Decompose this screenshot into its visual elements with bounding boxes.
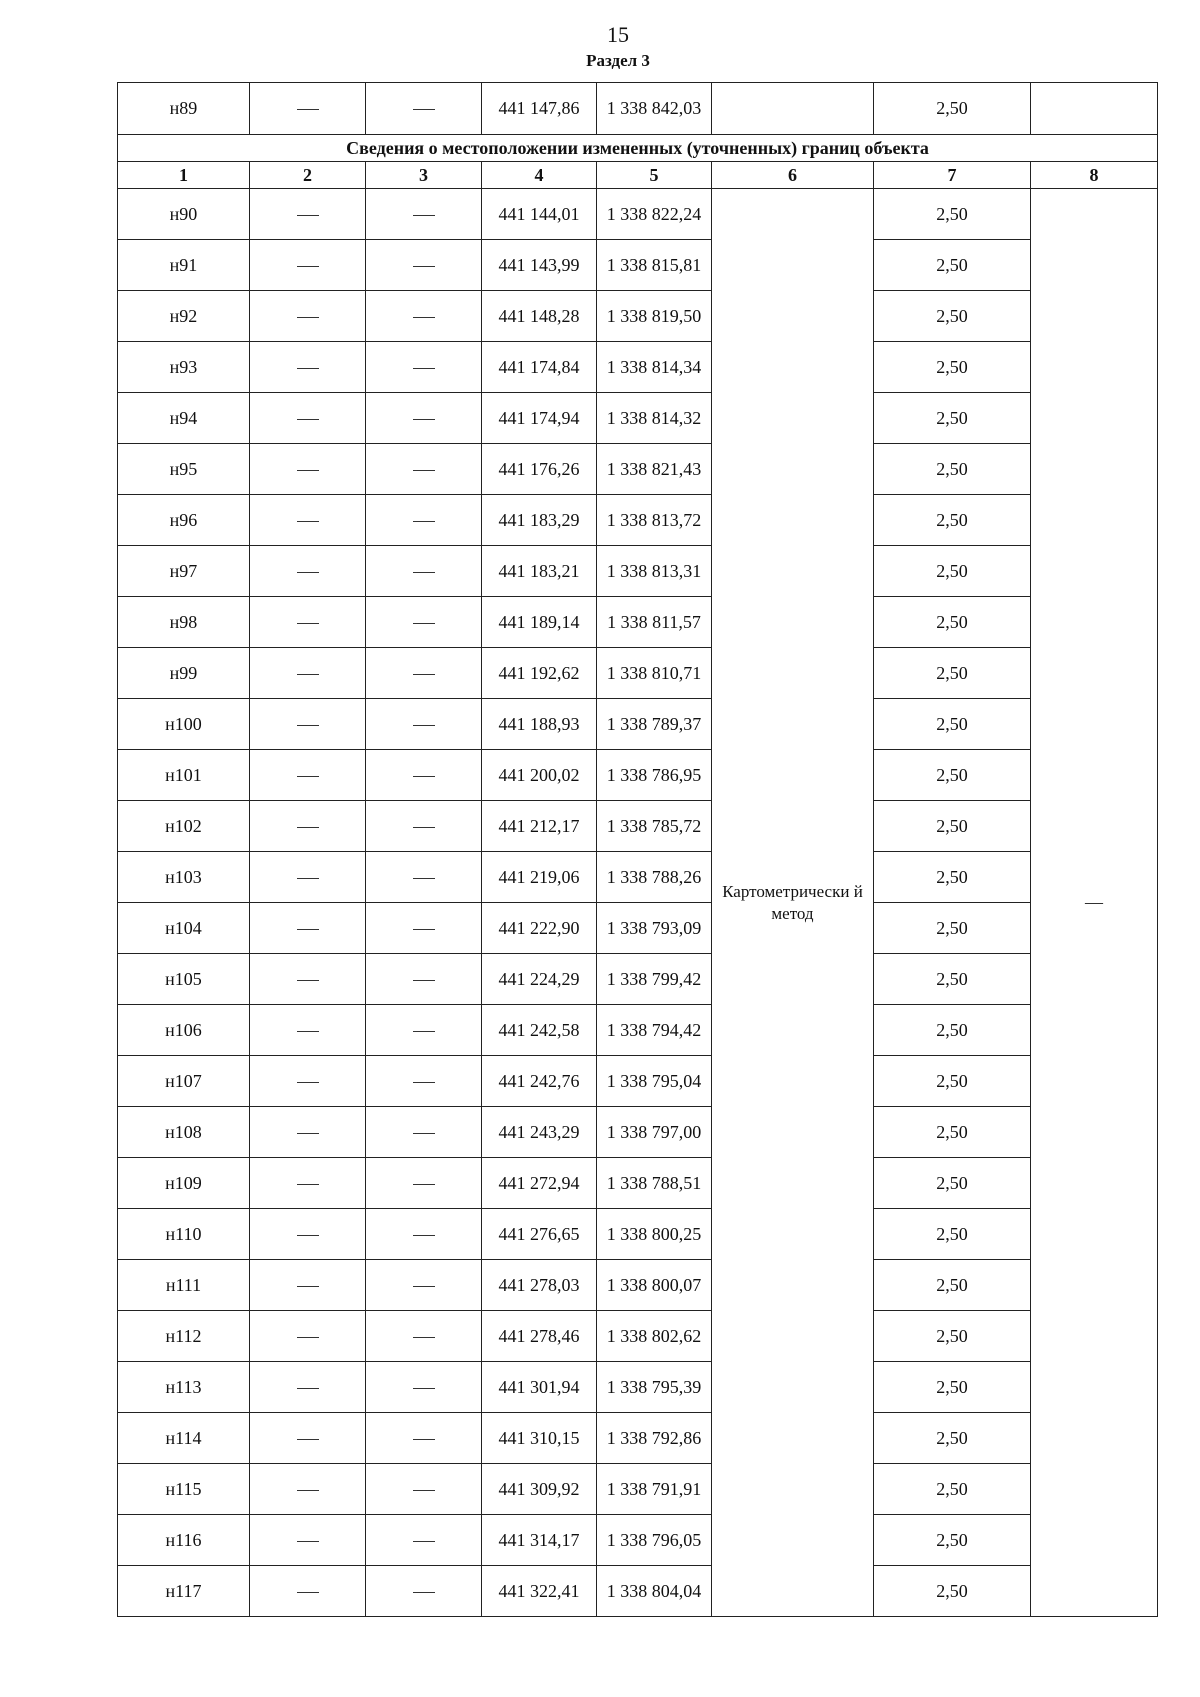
accuracy-cell: 2,50 xyxy=(874,1362,1031,1413)
y-coordinate-cell: 1 338 786,95 xyxy=(597,750,712,801)
x-coordinate-cell: 441 144,01 xyxy=(482,189,597,240)
accuracy-cell: 2,50 xyxy=(874,801,1031,852)
y-coordinate-cell: 1 338 815,81 xyxy=(597,240,712,291)
dash-mark xyxy=(413,776,435,777)
table-row xyxy=(118,801,1158,852)
x-coordinate-cell: 441 242,58 xyxy=(482,1005,597,1056)
table-row xyxy=(118,903,1158,954)
dash-mark xyxy=(297,725,319,726)
x-coordinate-cell: 441 301,94 xyxy=(482,1362,597,1413)
table-row xyxy=(118,189,1158,240)
column-number-2: 2 xyxy=(250,162,366,189)
table-row xyxy=(118,597,1158,648)
section-title: Раздел 3 xyxy=(586,51,650,70)
dash-mark xyxy=(297,1133,319,1134)
dash-cell xyxy=(250,597,366,648)
table-row xyxy=(118,1566,1158,1617)
point-cell: н91 xyxy=(118,240,250,291)
y-coordinate-cell: 1 338 842,03 xyxy=(597,83,712,135)
column-number-row xyxy=(118,162,1158,189)
dash-mark xyxy=(297,1184,319,1185)
dash-mark xyxy=(297,109,319,110)
dash-cell xyxy=(250,495,366,546)
dash-mark xyxy=(297,1082,319,1083)
table-row xyxy=(118,750,1158,801)
dash-mark xyxy=(413,215,435,216)
dash-mark xyxy=(413,266,435,267)
dash-mark xyxy=(297,623,319,624)
dash-mark xyxy=(297,215,319,216)
dash-cell xyxy=(250,1107,366,1158)
dash-mark xyxy=(297,419,319,420)
y-coordinate-cell: 1 338 789,37 xyxy=(597,699,712,750)
dash-cell xyxy=(366,1413,482,1464)
point-cell: н111 xyxy=(118,1260,250,1311)
accuracy-cell: 2,50 xyxy=(874,1005,1031,1056)
dash-cell xyxy=(366,444,482,495)
x-coordinate-cell: 441 189,14 xyxy=(482,597,597,648)
y-coordinate-cell: 1 338 794,42 xyxy=(597,1005,712,1056)
dash-mark xyxy=(413,1541,435,1542)
column-number-6: 6 xyxy=(712,162,874,189)
dash-cell xyxy=(250,1515,366,1566)
point-cell: н98 xyxy=(118,597,250,648)
dash-mark xyxy=(413,109,435,110)
x-coordinate-cell: 441 322,41 xyxy=(482,1566,597,1617)
dash-mark xyxy=(413,1388,435,1389)
x-coordinate-cell: 441 174,84 xyxy=(482,342,597,393)
y-coordinate-cell: 1 338 822,24 xyxy=(597,189,712,240)
x-coordinate-cell: 441 278,46 xyxy=(482,1311,597,1362)
point-cell: н116 xyxy=(118,1515,250,1566)
dash-cell xyxy=(250,1464,366,1515)
point-cell: н106 xyxy=(118,1005,250,1056)
accuracy-cell: 2,50 xyxy=(874,852,1031,903)
boundary-table xyxy=(117,134,1158,1617)
dash-cell xyxy=(250,1311,366,1362)
table-row xyxy=(118,444,1158,495)
dash-cell xyxy=(366,699,482,750)
y-coordinate-cell: 1 338 813,72 xyxy=(597,495,712,546)
accuracy-cell: 2,50 xyxy=(874,1464,1031,1515)
dash-mark xyxy=(413,1592,435,1593)
dash-mark xyxy=(297,266,319,267)
dash-cell xyxy=(250,801,366,852)
description-cell: — xyxy=(1031,189,1158,1617)
x-coordinate-cell: 441 174,94 xyxy=(482,393,597,444)
table-row xyxy=(118,1107,1158,1158)
dash-mark xyxy=(297,1388,319,1389)
point-cell: н92 xyxy=(118,291,250,342)
x-coordinate-cell: 441 222,90 xyxy=(482,903,597,954)
table-row xyxy=(118,240,1158,291)
dash-mark xyxy=(413,521,435,522)
table-row xyxy=(118,1209,1158,1260)
dash-mark xyxy=(413,470,435,471)
method-cell: Картометрически й метод xyxy=(712,189,874,1617)
accuracy-cell: 2,50 xyxy=(874,1107,1031,1158)
accuracy-cell: 2,50 xyxy=(874,750,1031,801)
x-coordinate-cell: 441 310,15 xyxy=(482,1413,597,1464)
x-coordinate-cell: 441 200,02 xyxy=(482,750,597,801)
dash-cell xyxy=(366,240,482,291)
dash-mark xyxy=(413,1286,435,1287)
dash-mark xyxy=(297,1235,319,1236)
y-coordinate-cell: 1 338 800,07 xyxy=(597,1260,712,1311)
dash-cell xyxy=(366,291,482,342)
dash-mark xyxy=(297,1592,319,1593)
dash-cell xyxy=(366,83,482,135)
y-coordinate-cell: 1 338 795,39 xyxy=(597,1362,712,1413)
x-coordinate-cell: 441 183,29 xyxy=(482,495,597,546)
accuracy-cell: 2,50 xyxy=(874,342,1031,393)
dash-mark xyxy=(297,317,319,318)
point-cell: н110 xyxy=(118,1209,250,1260)
x-coordinate-cell: 441 278,03 xyxy=(482,1260,597,1311)
y-coordinate-cell: 1 338 814,34 xyxy=(597,342,712,393)
dash-mark xyxy=(413,623,435,624)
table-row xyxy=(118,1311,1158,1362)
y-coordinate-cell: 1 338 796,05 xyxy=(597,1515,712,1566)
accuracy-cell: 2,50 xyxy=(874,1515,1031,1566)
dash-mark xyxy=(413,1031,435,1032)
point-cell: н99 xyxy=(118,648,250,699)
table-row xyxy=(118,1413,1158,1464)
point-cell: н103 xyxy=(118,852,250,903)
y-coordinate-cell: 1 338 814,32 xyxy=(597,393,712,444)
dash-cell xyxy=(366,546,482,597)
y-coordinate-cell: 1 338 791,91 xyxy=(597,1464,712,1515)
dash-mark xyxy=(297,878,319,879)
point-cell: н90 xyxy=(118,189,250,240)
dash-cell xyxy=(250,852,366,903)
table-row xyxy=(118,291,1158,342)
table-row xyxy=(118,393,1158,444)
accuracy-cell: 2,50 xyxy=(874,699,1031,750)
accuracy-cell: 2,50 xyxy=(874,597,1031,648)
x-coordinate-cell: 441 147,86 xyxy=(482,83,597,135)
table-row xyxy=(118,1515,1158,1566)
dash-mark xyxy=(297,1031,319,1032)
dash-cell xyxy=(366,903,482,954)
dash-cell xyxy=(366,1566,482,1617)
table-row xyxy=(118,1056,1158,1107)
point-cell: н94 xyxy=(118,393,250,444)
y-coordinate-cell: 1 338 799,42 xyxy=(597,954,712,1005)
column-number-3: 3 xyxy=(366,162,482,189)
dash-cell xyxy=(250,393,366,444)
point-cell: н101 xyxy=(118,750,250,801)
x-coordinate-cell: 441 224,29 xyxy=(482,954,597,1005)
dash-mark xyxy=(413,827,435,828)
dash-cell xyxy=(250,83,366,135)
dash-cell xyxy=(366,1005,482,1056)
table-row xyxy=(118,1158,1158,1209)
dash-cell xyxy=(366,1260,482,1311)
point-cell: н113 xyxy=(118,1362,250,1413)
column-number-1: 1 xyxy=(118,162,250,189)
point-cell: н108 xyxy=(118,1107,250,1158)
dash-mark xyxy=(297,470,319,471)
dash-cell xyxy=(366,1311,482,1362)
x-coordinate-cell: 441 148,28 xyxy=(482,291,597,342)
point-cell: н117 xyxy=(118,1566,250,1617)
dash-mark xyxy=(413,674,435,675)
point-cell: н97 xyxy=(118,546,250,597)
accuracy-cell: 2,50 xyxy=(874,1056,1031,1107)
dash-cell xyxy=(250,189,366,240)
accuracy-cell: 2,50 xyxy=(874,1209,1031,1260)
dash-mark xyxy=(413,1133,435,1134)
point-cell: н107 xyxy=(118,1056,250,1107)
x-coordinate-cell: 441 212,17 xyxy=(482,801,597,852)
dash-cell xyxy=(366,954,482,1005)
table-row xyxy=(118,495,1158,546)
dash-cell xyxy=(366,750,482,801)
accuracy-cell: 2,50 xyxy=(874,83,1031,135)
dash-mark xyxy=(297,929,319,930)
table-row xyxy=(118,546,1158,597)
accuracy-cell: 2,50 xyxy=(874,1413,1031,1464)
dash-cell xyxy=(250,1566,366,1617)
x-coordinate-cell: 441 176,26 xyxy=(482,444,597,495)
dash-mark xyxy=(297,1541,319,1542)
dash-mark xyxy=(413,980,435,981)
dash-mark xyxy=(297,1439,319,1440)
dash-mark xyxy=(413,1337,435,1338)
accuracy-cell: 2,50 xyxy=(874,495,1031,546)
dash-mark xyxy=(297,776,319,777)
x-coordinate-cell: 441 192,62 xyxy=(482,648,597,699)
y-coordinate-cell: 1 338 804,04 xyxy=(597,1566,712,1617)
dash-mark xyxy=(297,827,319,828)
dash-cell xyxy=(250,240,366,291)
dash-cell xyxy=(366,342,482,393)
dash-mark xyxy=(413,929,435,930)
dash-cell xyxy=(366,852,482,903)
dash-cell xyxy=(366,1209,482,1260)
dash-cell xyxy=(250,954,366,1005)
y-coordinate-cell: 1 338 810,71 xyxy=(597,648,712,699)
point-cell: н115 xyxy=(118,1464,250,1515)
dash-cell xyxy=(250,648,366,699)
point-cell: н105 xyxy=(118,954,250,1005)
y-coordinate-cell: 1 338 813,31 xyxy=(597,546,712,597)
carryover-table xyxy=(117,82,1158,135)
dash-cell xyxy=(250,699,366,750)
method-cell xyxy=(712,83,874,135)
y-coordinate-cell: 1 338 819,50 xyxy=(597,291,712,342)
accuracy-cell: 2,50 xyxy=(874,444,1031,495)
accuracy-cell: 2,50 xyxy=(874,648,1031,699)
dash-cell xyxy=(366,1107,482,1158)
dash-cell xyxy=(366,393,482,444)
dash-mark xyxy=(297,1286,319,1287)
dash-cell xyxy=(366,189,482,240)
y-coordinate-cell: 1 338 802,62 xyxy=(597,1311,712,1362)
y-coordinate-cell: 1 338 811,57 xyxy=(597,597,712,648)
dash-cell xyxy=(250,903,366,954)
accuracy-cell: 2,50 xyxy=(874,393,1031,444)
y-coordinate-cell: 1 338 792,86 xyxy=(597,1413,712,1464)
y-coordinate-cell: 1 338 788,51 xyxy=(597,1158,712,1209)
dash-mark xyxy=(297,1337,319,1338)
table-row xyxy=(118,648,1158,699)
point-cell: н102 xyxy=(118,801,250,852)
dash-cell xyxy=(250,1209,366,1260)
dash-cell xyxy=(366,1464,482,1515)
dash-cell xyxy=(250,546,366,597)
dash-cell xyxy=(250,1362,366,1413)
dash-cell xyxy=(250,342,366,393)
x-coordinate-cell: 441 272,94 xyxy=(482,1158,597,1209)
x-coordinate-cell: 441 143,99 xyxy=(482,240,597,291)
dash-cell xyxy=(250,444,366,495)
x-coordinate-cell: 441 243,29 xyxy=(482,1107,597,1158)
dash-cell xyxy=(366,495,482,546)
dash-mark xyxy=(297,368,319,369)
dash-mark xyxy=(297,980,319,981)
dash-cell xyxy=(250,1005,366,1056)
column-number-7: 7 xyxy=(874,162,1031,189)
accuracy-cell: 2,50 xyxy=(874,1260,1031,1311)
accuracy-cell: 2,50 xyxy=(874,1311,1031,1362)
dash-mark xyxy=(413,878,435,879)
x-coordinate-cell: 441 276,65 xyxy=(482,1209,597,1260)
dash-mark xyxy=(413,1082,435,1083)
x-coordinate-cell: 441 219,06 xyxy=(482,852,597,903)
dash-cell xyxy=(366,801,482,852)
accuracy-cell: 2,50 xyxy=(874,189,1031,240)
dash-cell xyxy=(366,1056,482,1107)
y-coordinate-cell: 1 338 793,09 xyxy=(597,903,712,954)
table-row xyxy=(118,1005,1158,1056)
table-row xyxy=(118,342,1158,393)
dash-cell xyxy=(366,1362,482,1413)
y-coordinate-cell: 1 338 795,04 xyxy=(597,1056,712,1107)
y-coordinate-cell: 1 338 788,26 xyxy=(597,852,712,903)
dash-mark xyxy=(413,572,435,573)
dash-cell xyxy=(250,750,366,801)
table-row xyxy=(118,1260,1158,1311)
point-cell: н100 xyxy=(118,699,250,750)
x-coordinate-cell: 441 314,17 xyxy=(482,1515,597,1566)
dash-mark xyxy=(413,317,435,318)
point-cell: н89 xyxy=(118,83,250,135)
table-row xyxy=(118,1464,1158,1515)
dash-mark xyxy=(413,725,435,726)
dash-cell xyxy=(250,1056,366,1107)
point-cell: н93 xyxy=(118,342,250,393)
dash-cell xyxy=(366,597,482,648)
dash-mark xyxy=(413,1439,435,1440)
dash-mark xyxy=(297,1490,319,1491)
dash-mark xyxy=(413,419,435,420)
x-coordinate-cell: 441 188,93 xyxy=(482,699,597,750)
dash-mark xyxy=(413,1184,435,1185)
dash-mark xyxy=(413,1235,435,1236)
table-row xyxy=(118,1362,1158,1413)
dash-mark xyxy=(297,572,319,573)
dash-mark xyxy=(413,368,435,369)
page-number: 15 xyxy=(607,22,629,47)
dash-cell xyxy=(250,1260,366,1311)
point-cell: н114 xyxy=(118,1413,250,1464)
accuracy-cell: 2,50 xyxy=(874,240,1031,291)
table-row xyxy=(118,954,1158,1005)
accuracy-cell: 2,50 xyxy=(874,1566,1031,1617)
accuracy-cell: 2,50 xyxy=(874,1158,1031,1209)
y-coordinate-cell: 1 338 797,00 xyxy=(597,1107,712,1158)
dash-mark xyxy=(413,1490,435,1491)
column-number-8: 8 xyxy=(1031,162,1158,189)
description-cell xyxy=(1031,83,1158,135)
column-number-4: 4 xyxy=(482,162,597,189)
y-coordinate-cell: 1 338 785,72 xyxy=(597,801,712,852)
point-cell: н96 xyxy=(118,495,250,546)
accuracy-cell: 2,50 xyxy=(874,954,1031,1005)
dash-cell xyxy=(250,1158,366,1209)
accuracy-cell: 2,50 xyxy=(874,291,1031,342)
accuracy-cell: 2,50 xyxy=(874,546,1031,597)
x-coordinate-cell: 441 183,21 xyxy=(482,546,597,597)
point-cell: н112 xyxy=(118,1311,250,1362)
table-row xyxy=(118,852,1158,903)
dash-mark xyxy=(297,674,319,675)
x-coordinate-cell: 441 242,76 xyxy=(482,1056,597,1107)
point-cell: н104 xyxy=(118,903,250,954)
table-banner: Сведения о местоположении измененных (уточненных) границ объекта xyxy=(118,135,1158,162)
point-cell: н109 xyxy=(118,1158,250,1209)
y-coordinate-cell: 1 338 800,25 xyxy=(597,1209,712,1260)
dash-mark xyxy=(297,521,319,522)
table-row xyxy=(118,83,1158,135)
dash-cell xyxy=(366,648,482,699)
dash-cell xyxy=(250,1413,366,1464)
column-number-5: 5 xyxy=(597,162,712,189)
table-row xyxy=(118,699,1158,750)
y-coordinate-cell: 1 338 821,43 xyxy=(597,444,712,495)
accuracy-cell: 2,50 xyxy=(874,903,1031,954)
dash-cell xyxy=(366,1515,482,1566)
dash-cell xyxy=(366,1158,482,1209)
point-cell: н95 xyxy=(118,444,250,495)
x-coordinate-cell: 441 309,92 xyxy=(482,1464,597,1515)
dash-cell xyxy=(250,291,366,342)
